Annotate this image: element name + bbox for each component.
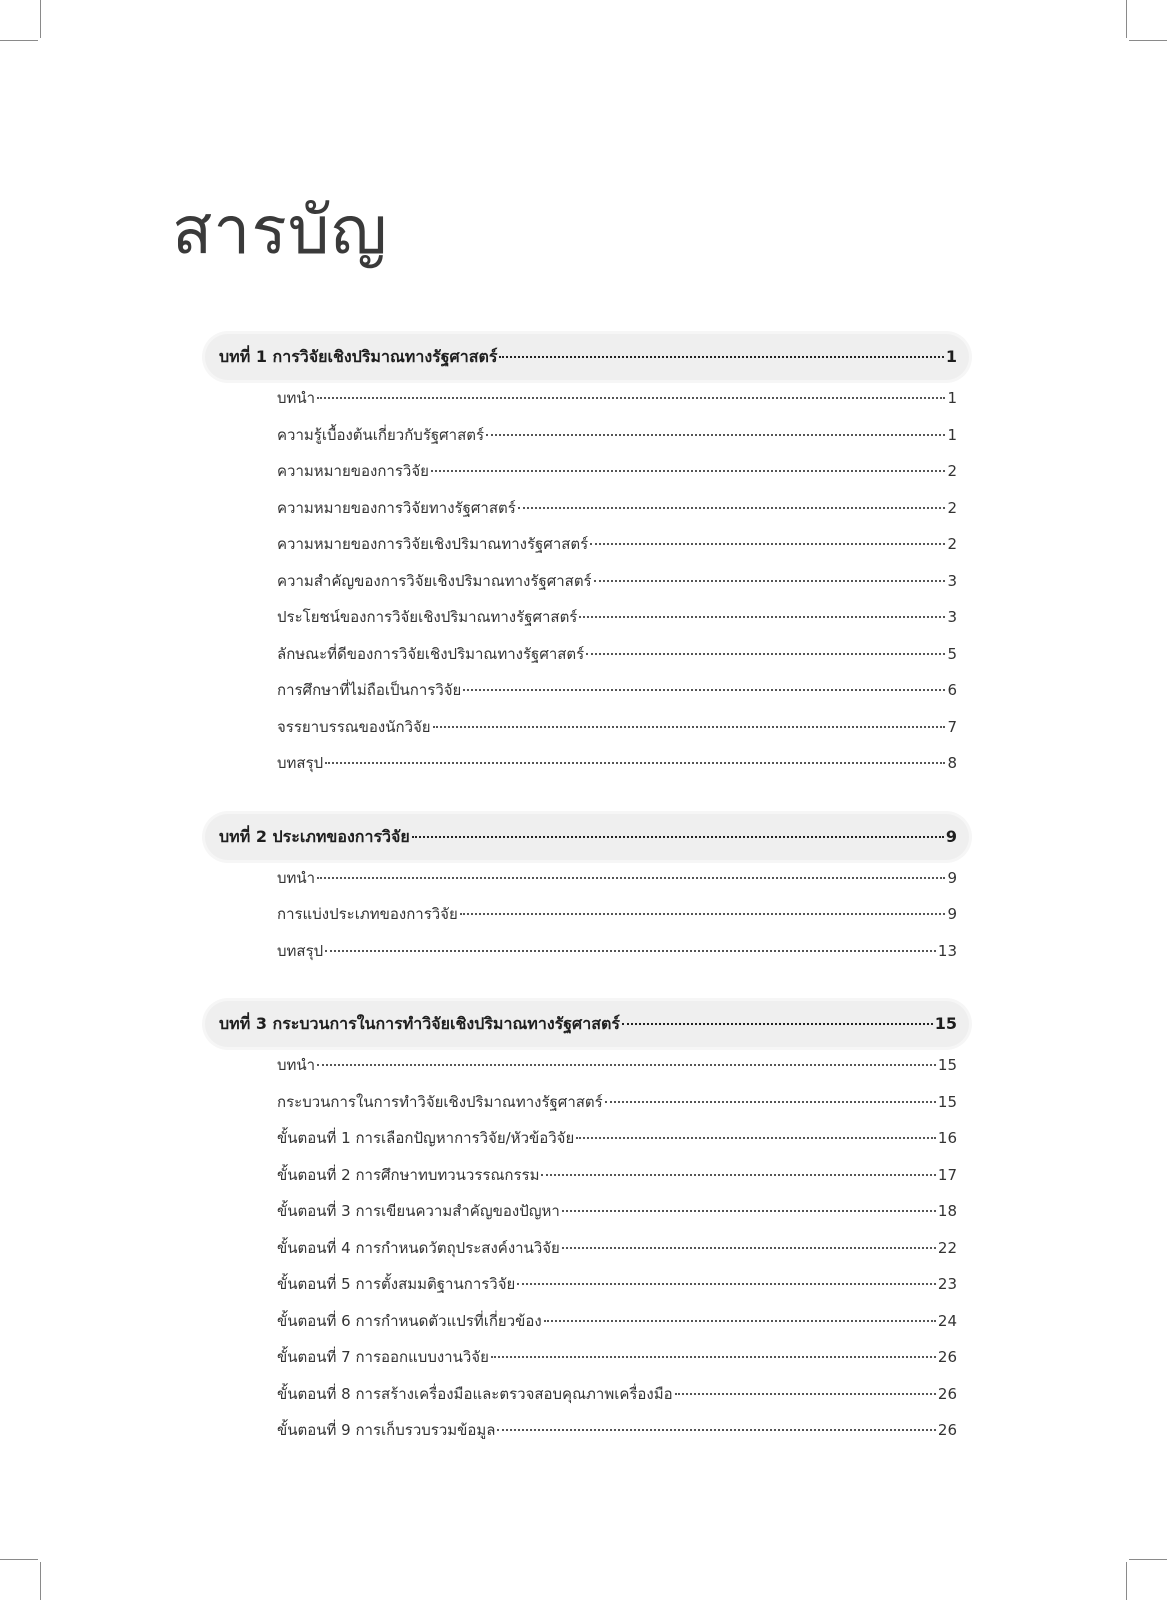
toc-entry[interactable] — [205, 453, 969, 490]
chapter-title: บทที่ 3 กระบวนการในการทำวิจัยเชิงปริมาณทางรัฐศาสตร์ — [219, 1014, 620, 1033]
dot-leader — [317, 1064, 936, 1066]
page-number: 26 — [937, 1384, 957, 1403]
toc-entry[interactable] — [205, 526, 969, 563]
dot-leader — [586, 653, 945, 655]
toc-entry[interactable] — [205, 599, 969, 636]
dot-leader — [499, 356, 943, 358]
toc-entry[interactable] — [205, 1120, 969, 1157]
dot-leader — [576, 1137, 936, 1139]
toc-chapter-2 — [205, 814, 969, 970]
toc-entry[interactable] — [205, 1193, 969, 1230]
entry-title: บทนำ — [277, 389, 316, 407]
dot-leader — [325, 762, 945, 764]
entry-title: ขั้นตอนที่ 5 การตั้งสมมติฐานการวิจัย — [277, 1275, 516, 1293]
crop-mark — [0, 1559, 38, 1560]
entry-title: ขั้นตอนที่ 2 การศึกษาทบทวนวรรณกรรม — [277, 1165, 540, 1184]
entry-title: ความหมายของการวิจัยเชิงปริมาณทางรัฐศาสตร์ — [277, 535, 589, 553]
toc-entry[interactable] — [205, 490, 969, 527]
toc-entry[interactable] — [205, 1266, 969, 1303]
page-number: 23 — [937, 1275, 957, 1293]
page-title: สารบัญ — [172, 192, 388, 269]
crop-mark — [1129, 40, 1167, 41]
dot-leader — [325, 950, 936, 952]
page-number: 26 — [937, 1421, 957, 1439]
page-number: 15 — [937, 1056, 957, 1074]
page-number: 22 — [937, 1238, 957, 1257]
page-number: 3 — [947, 608, 957, 626]
page-number: 16 — [937, 1129, 957, 1147]
entry-title: ประโยชน์ของการวิจัยเชิงปริมาณทางรัฐศาสตร์ — [277, 608, 578, 626]
toc-entry[interactable] — [205, 1230, 969, 1267]
dot-leader — [497, 1429, 935, 1431]
page-number: 26 — [937, 1348, 957, 1366]
entry-title: ขั้นตอนที่ 8 การสร้างเครื่องมือและตรวจสอบคุณภาพเครื่องมือ — [277, 1384, 673, 1403]
page-number: 7 — [947, 717, 957, 736]
entry-title: ขั้นตอนที่ 7 การออกแบบงานวิจัย — [277, 1348, 489, 1366]
entry-title: ขั้นตอนที่ 3 การเขียนความสำคัญของปัญหา — [277, 1202, 560, 1220]
dot-leader — [317, 397, 945, 399]
toc-entry[interactable] — [205, 672, 969, 709]
page-number: 9 — [947, 905, 957, 923]
page-number: 24 — [937, 1311, 957, 1330]
chapter-heading[interactable] — [205, 334, 969, 380]
dot-leader — [541, 1174, 935, 1176]
page-number: 5 — [947, 644, 957, 663]
entry-title: ขั้นตอนที่ 1 การเลือกปัญหาการวิจัย/หัวข้อวิจัย — [277, 1129, 575, 1147]
dot-leader — [433, 726, 946, 728]
toc-entry[interactable] — [205, 1339, 969, 1376]
toc-entry[interactable] — [205, 1157, 969, 1194]
toc-entry[interactable] — [205, 933, 969, 970]
dot-leader — [431, 470, 946, 472]
entry-title: บทสรุป — [277, 941, 324, 960]
dot-leader — [486, 434, 945, 436]
toc-entry[interactable] — [205, 1303, 969, 1340]
page-number: 1 — [945, 347, 957, 366]
toc-entry[interactable] — [205, 563, 969, 600]
chapter-title: บทที่ 1 การวิจัยเชิงปริมาณทางรัฐศาสตร์ — [219, 347, 498, 366]
entry-title: บทสรุป — [277, 754, 324, 772]
page-number: 18 — [937, 1202, 957, 1220]
dot-leader — [460, 913, 946, 915]
entry-title: การแบ่งประเภทของการวิจัย — [277, 905, 458, 923]
entry-title: ความหมายของการวิจัยทางรัฐศาสตร์ — [277, 498, 516, 517]
crop-mark — [1126, 1562, 1127, 1600]
page-number: 17 — [937, 1165, 957, 1184]
page-number: 8 — [947, 754, 957, 772]
crop-mark — [0, 40, 38, 41]
entry-title: ขั้นตอนที่ 4 การกำหนดวัตถุประสงค์งานวิจัย — [277, 1238, 560, 1257]
table-of-contents — [205, 334, 969, 1481]
entry-title: ลักษณะที่ดีของการวิจัยเชิงปริมาณทางรัฐศาสตร์ — [277, 644, 585, 663]
toc-entry[interactable] — [205, 745, 969, 782]
dot-leader — [594, 580, 946, 582]
page-number: 9 — [945, 826, 957, 846]
chapter-title: บทที่ 2 ประเภทของการวิจัย — [219, 826, 410, 846]
chapter-heading[interactable] — [205, 1001, 969, 1047]
dot-leader — [579, 616, 945, 618]
page-number: 2 — [947, 462, 957, 480]
toc-chapter-1 — [205, 334, 969, 782]
chapter-heading[interactable] — [205, 814, 969, 860]
dot-leader — [562, 1247, 936, 1249]
dot-leader — [517, 1283, 936, 1285]
page-number: 3 — [947, 571, 957, 590]
page-number: 1 — [947, 425, 957, 444]
entry-title: ความรู้เบื้องต้นเกี่ยวกับรัฐศาสตร์ — [277, 425, 485, 444]
page-number: 6 — [947, 681, 957, 699]
entry-title: การศึกษาที่ไม่ถือเป็นการวิจัย — [277, 681, 462, 699]
crop-mark — [1126, 0, 1127, 38]
entry-title: ความหมายของการวิจัย — [277, 462, 429, 480]
entry-title: จรรยาบรรณของนักวิจัย — [277, 717, 431, 736]
toc-entry[interactable] — [205, 896, 969, 933]
entry-title: บทนำ — [277, 1056, 316, 1074]
entry-title: ขั้นตอนที่ 6 การกำหนดตัวแปรที่เกี่ยวข้อง — [277, 1311, 542, 1330]
toc-entry[interactable] — [205, 1047, 969, 1084]
entry-title: ขั้นตอนที่ 9 การเก็บรวบรวมข้อมูล — [277, 1421, 496, 1439]
toc-entry[interactable] — [205, 380, 969, 417]
page-number: 2 — [947, 498, 957, 517]
entry-title: กระบวนการในการทำวิจัยเชิงปริมาณทางรัฐศาสตร์ — [277, 1092, 603, 1111]
crop-mark — [40, 0, 41, 38]
toc-entry[interactable] — [205, 1412, 969, 1449]
toc-entry[interactable] — [205, 636, 969, 673]
page-number: 15 — [937, 1092, 957, 1111]
page-number: 15 — [934, 1014, 957, 1033]
toc-entry[interactable] — [205, 860, 969, 897]
dot-leader — [544, 1320, 936, 1322]
crop-mark — [40, 1562, 41, 1600]
toc-entry[interactable] — [205, 417, 969, 454]
entry-title: บทนำ — [277, 868, 316, 887]
toc-chapter-3 — [205, 1001, 969, 1449]
dot-leader — [518, 507, 946, 509]
dot-leader — [605, 1101, 936, 1103]
entry-title: ความสำคัญของการวิจัยเชิงปริมาณทางรัฐศาสตร์ — [277, 571, 592, 590]
toc-entry[interactable] — [205, 1376, 969, 1413]
dot-leader — [412, 836, 944, 838]
crop-mark — [1129, 1559, 1167, 1560]
dot-leader — [491, 1356, 936, 1358]
toc-entry[interactable] — [205, 709, 969, 746]
dot-leader — [317, 877, 945, 879]
page-number: 1 — [947, 389, 957, 407]
dot-leader — [590, 543, 945, 545]
dot-leader — [562, 1210, 936, 1212]
dot-leader — [463, 689, 945, 691]
page-number: 13 — [937, 941, 957, 960]
toc-entry[interactable] — [205, 1084, 969, 1121]
page-number: 9 — [947, 868, 957, 887]
dot-leader — [622, 1023, 933, 1025]
page-number: 2 — [947, 535, 957, 553]
dot-leader — [675, 1393, 936, 1395]
